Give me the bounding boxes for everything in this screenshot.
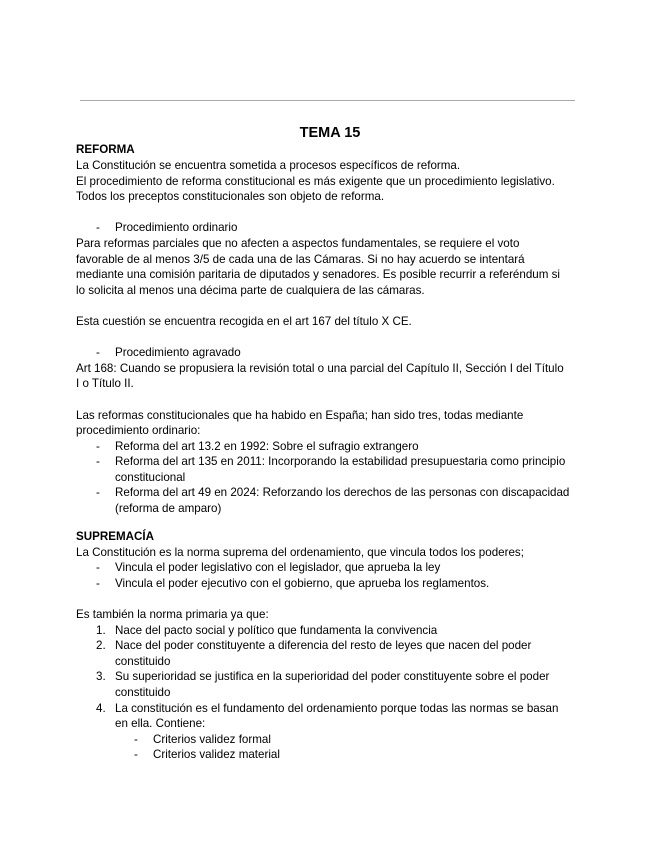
list-item-text: constituido (115, 686, 171, 699)
list-item-text: Nace del poder constituyente a diferencia del resto de leyes que nacen del poder (115, 639, 532, 653)
paragraph-line: favorable de al menos 3/5 de cada una de las Cámaras. Si no hay acuerdo se intentará (76, 252, 525, 266)
list-number: 1. (96, 623, 106, 637)
paragraph-line: Es también la norma primaria ya que: (76, 608, 269, 622)
bullet-dash: - (96, 221, 100, 235)
list-item (76, 220, 584, 236)
paragraph-line: mediante una comisión paritaria de diputados y senadores. Es posible recurrir a referéndum si (76, 268, 560, 282)
list-item-text: Reforma del art 135 en 2011: Incorporando la estabilidad presupuestaria como principio (115, 455, 566, 469)
list-item-text: Reforma del art 49 en 2024: Reforzando los derechos de las personas con discapacidad (115, 486, 570, 500)
page-title: TEMA 15 (299, 125, 361, 141)
list-item (76, 454, 584, 485)
paragraph-line: La Constitución es la norma suprema del ordenamiento, que vincula todos los poderes; (76, 545, 524, 559)
paragraph-line: I o Título II. (76, 377, 134, 391)
list-item (76, 439, 584, 455)
list-item-text: Su superioridad se justifica en la superioridad del poder constituyente sobre el poder (115, 670, 550, 684)
list-item (76, 623, 584, 639)
list-item (76, 638, 584, 669)
list-item-text: La constitución es el fundamento del ordenamiento porque todas las normas se basan (115, 701, 559, 715)
section-heading-reforma: REFORMA (76, 143, 135, 156)
list-number: 3. (96, 670, 106, 684)
list-item (76, 576, 584, 592)
paragraph-line: El procedimiento de reforma constitucional es más exigente que un procedimiento legislativo. (76, 174, 555, 188)
paragraph-line: procedimiento ordinario: (76, 424, 201, 438)
list-item-text: constituido (115, 654, 171, 668)
list-item (76, 560, 584, 576)
reformas-list (76, 439, 584, 517)
header-rule (80, 100, 575, 101)
paragraph-line: Art 168: Cuando se propusiera la revisión total o una parcial del Capítulo II, Sección I del Título (76, 361, 564, 375)
contiene-list (76, 732, 584, 763)
list-item-text: Criterios validez material (153, 748, 280, 762)
paragraph-line: La Constitución se encuentra sometida a procesos específicos de reforma. (76, 159, 461, 172)
procedure-label: Procedimiento ordinario (115, 221, 238, 235)
list-item-text: (reforma de amparo) (115, 502, 222, 516)
list-item (76, 669, 584, 700)
list-item-text: Vincula el poder ejecutivo con el gobierno, que aprueba los reglamentos. (115, 576, 490, 590)
list-item (76, 345, 584, 361)
list-number: 4. (96, 701, 106, 715)
list-item-text: Nace del pacto social y político que fundamenta la convivencia (115, 623, 438, 637)
bullet-dash: - (96, 561, 100, 575)
paragraph-line: Para reformas parciales que no afecten a aspectos fundamentales, se requiere el voto (76, 236, 520, 250)
paragraph-line: lo solicita al menos una décima parte de cualquiera de las cámaras. (76, 283, 425, 297)
paragraph-line: Las reformas constitucionales que ha habido en España; han sido tres, todas mediante (76, 408, 524, 422)
document-body (76, 124, 584, 763)
bullet-dash: - (96, 346, 100, 360)
paragraph-line: Todos los preceptos constitucionales son objeto de reforma. (76, 190, 385, 204)
bullet-dash: - (134, 748, 138, 762)
list-item (76, 747, 584, 763)
paragraph-line: Esta cuestión se encuentra recogida en el art 167 del título X CE. (76, 314, 412, 328)
procedure-list-ordinario (76, 220, 584, 236)
list-number: 2. (96, 639, 106, 653)
primaria-list (76, 623, 584, 732)
procedure-label: Procedimiento agravado (115, 346, 241, 360)
list-item-text: Criterios validez formal (153, 732, 271, 746)
list-item (76, 701, 584, 732)
list-item-text: Reforma del art 13.2 en 1992: Sobre el sufragio extrangero (115, 439, 419, 453)
vincula-list (76, 560, 584, 591)
list-item (76, 732, 584, 748)
procedure-list-agravado (76, 345, 584, 361)
section-heading-supremacia: SUPREMACÍA (76, 529, 154, 543)
bullet-dash: - (96, 576, 100, 590)
bullet-dash: - (96, 439, 100, 453)
list-item-text: constitucional (115, 470, 186, 484)
list-item-text: Vincula el poder legislativo con el legislador, que aprueba la ley (115, 561, 441, 575)
list-item (76, 485, 584, 516)
bullet-dash: - (96, 486, 100, 500)
list-item-text: en ella. Contiene: (115, 717, 206, 731)
bullet-dash: - (96, 455, 100, 469)
bullet-dash: - (134, 732, 138, 746)
